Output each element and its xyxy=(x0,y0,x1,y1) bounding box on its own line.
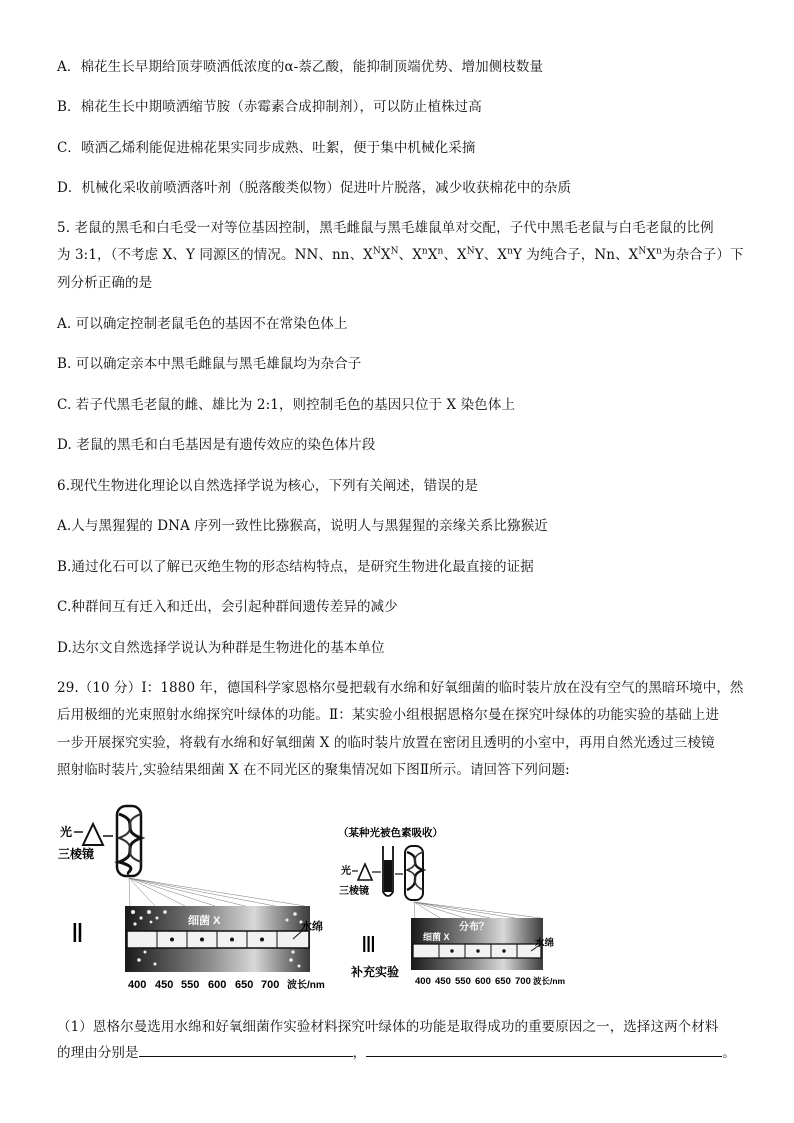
q4-option-c: C．喷洒乙烯利能促进棉花果实同步成熟、吐絮，便于集中机械化采摘 xyxy=(57,140,476,156)
distribution-question: 分布？ xyxy=(459,922,489,933)
q5-stem-line2: 为 3:1，（不考虑 X、Y 同源区的情况。NN、nn、$X^NX^N$、$X^nX^n$、$X^NY$、$X^nY$ 为纯合子，Nn、$X^NX^n$为杂合子）下 xyxy=(57,246,744,263)
q4-option-d: D．机械化采收前喷洒落叶剂（脱落酸类似物）促进叶片脱落，减少收获棉花中的杂质 xyxy=(57,180,572,196)
prism-label: 三棱镜 xyxy=(339,886,369,897)
alga-tube-icon xyxy=(405,846,423,900)
tick-label: 400 xyxy=(128,979,147,991)
q29-sub1-line2: 的理由分别是 ， 。 xyxy=(57,1042,736,1063)
q5-option-a: A. 可以确定控制老鼠毛色的基因不在常染色体上 xyxy=(57,316,348,332)
tick-label: 450 xyxy=(435,976,451,987)
pigment-note: （某种光被色素吸收） xyxy=(338,827,443,839)
q5-stem-line3: 列分析正确的是 xyxy=(57,275,153,291)
figure-2-diagram xyxy=(55,800,325,1000)
answer-blank-1[interactable] xyxy=(139,1042,353,1057)
axis-label: 波长/nm xyxy=(533,976,566,986)
pigment-solution xyxy=(384,860,392,892)
q6-option-b: B.通过化石可以了解已灭绝生物的形态结构特点，是研究生物进化最直接的证据 xyxy=(57,559,534,575)
tick-label: 550 xyxy=(455,976,471,987)
prism-label: 三棱镜 xyxy=(58,847,95,861)
figure-3-label: Ⅲ xyxy=(361,932,377,957)
q29-sub1-line1: （1）恩格尔曼选用水绵和好氧细菌作实验材料探究叶绿体的功能是取得成功的重要原因之一，选择这两个材料 xyxy=(57,1019,719,1035)
light-rays xyxy=(129,878,305,906)
q5-option-d: D. 老鼠的黑毛和白毛基因是有遗传效应的染色体片段 xyxy=(57,437,376,453)
q4-option-b: B．棉花生长中期喷洒缩节胺（赤霉素合成抑制剂），可以防止植株过高 xyxy=(57,99,482,115)
figure-2-label: Ⅱ xyxy=(71,919,84,948)
q5-option-c: C. 若子代黑毛老鼠的雌、雄比为 2:1，则控制毛色的基因只位于 X 染色体上 xyxy=(57,397,516,413)
wavelength-axis xyxy=(415,976,566,987)
q5-stem-line1: 5. 老鼠的黑毛和白毛受一对等位基因控制，黑毛雌鼠与黑毛雄鼠单对交配，子代中黑毛老鼠与白毛老鼠的比例 xyxy=(57,220,714,236)
figure-3-caption: 补充实验 xyxy=(351,965,400,979)
tick-label: 650 xyxy=(495,976,511,987)
tick-label: 700 xyxy=(515,976,531,987)
q29-paragraph-line3: 一步开展探究实验，将载有水绵和好氧细菌 X 的临时装片放置在密闭且透明的小室中，再用自然光透过三棱镜 xyxy=(57,735,715,751)
bacteria-label: 细菌 X xyxy=(188,915,221,927)
light-label: 光 xyxy=(60,825,73,839)
prism-icon xyxy=(358,864,372,880)
q6-option-a: A.人与黑猩猩的 DNA 序列一致性比猕猴高，说明人与黑猩猩的亲缘关系比猕猴近 xyxy=(57,518,548,534)
alga-filament xyxy=(127,931,309,948)
alga-label: 水绵 xyxy=(535,938,555,949)
alga-label: 水绵 xyxy=(301,921,323,933)
figure-3-diagram xyxy=(335,822,566,994)
answer-blank-2[interactable] xyxy=(366,1042,722,1057)
prism-icon xyxy=(83,824,103,845)
wavelength-axis xyxy=(128,978,325,991)
tick-label: 450 xyxy=(155,979,174,991)
axis-label: 波长/nm xyxy=(287,980,325,991)
q29-paragraph-line4: 照射临时装片,实验结果细菌 X 在不同光区的聚集情况如下图Ⅱ所示。请回答下列问题: xyxy=(57,762,570,778)
tick-label: 600 xyxy=(208,979,227,991)
q29-paragraph-line2: 后用极细的光束照射水绵探究叶绿体的功能。Ⅱ：某实验小组根据恩格尔曼在探究叶绿体的功能实验的基础上进 xyxy=(57,707,720,723)
tick-label: 650 xyxy=(235,979,254,991)
q6-option-c: C.种群间互有迁入和迁出，会引起种群间遗传差异的减少 xyxy=(57,599,398,615)
tick-label: 400 xyxy=(415,976,431,987)
q4-option-a: A．棉花生长早期给顶芽喷洒低浓度的α-萘乙酸，能抑制顶端优势、增加侧枝数量 xyxy=(57,59,544,75)
tick-label: 700 xyxy=(261,979,280,991)
tick-label: 600 xyxy=(475,976,491,987)
light-label: 光 xyxy=(341,866,351,877)
tick-label: 550 xyxy=(181,979,200,991)
light-rays xyxy=(414,902,541,918)
q6-option-d: D.达尔文自然选择学说认为种群是生物进化的基本单位 xyxy=(57,640,385,656)
alga-filament xyxy=(413,944,541,958)
q29-paragraph-line1: 29.（10 分）Ⅰ：1880 年，德国科学家恩格尔曼把载有水绵和好氧细菌的临时装片放在没有空气的黑暗环境中，然 xyxy=(57,680,744,696)
bacteria-label: 细菌 X xyxy=(423,932,450,942)
q5-option-b: B. 可以确定亲本中黑毛雌鼠与黑毛雄鼠均为杂合子 xyxy=(57,356,362,372)
q6-stem: 6.现代生物进化理论以自然选择学说为核心，下列有关阐述，错误的是 xyxy=(57,478,479,494)
